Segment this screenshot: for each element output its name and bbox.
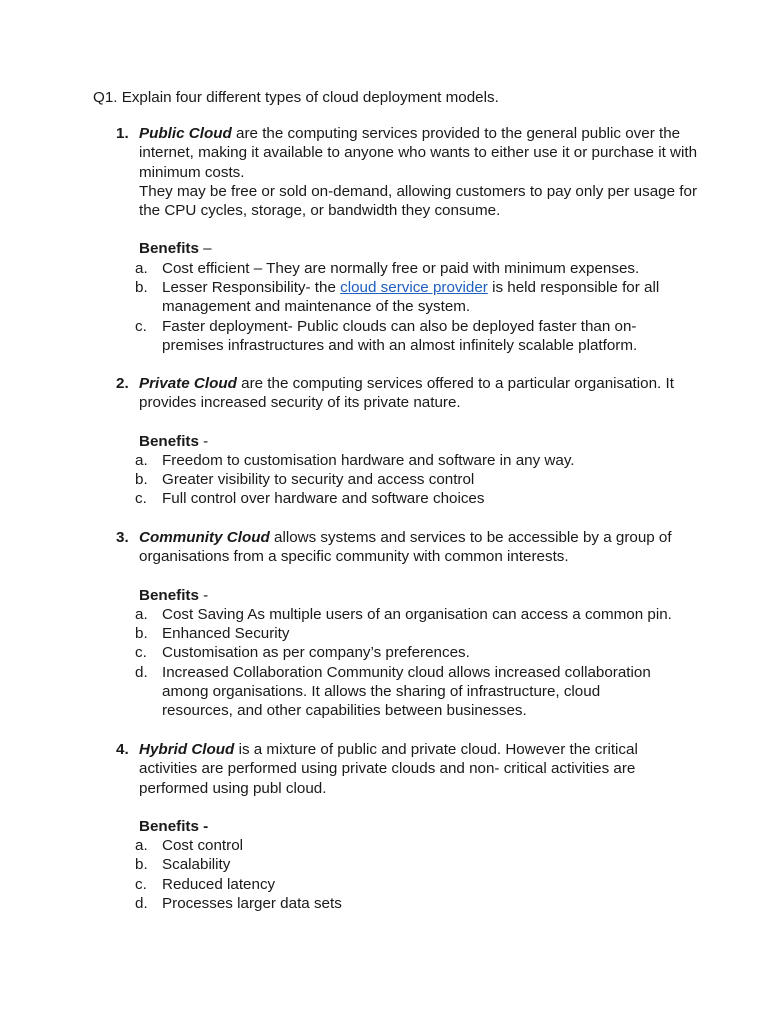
cloud-service-provider-link[interactable]: cloud service provider (340, 279, 488, 297)
benefits-heading: Benefits – (139, 240, 212, 258)
list-item: a. Freedom to customisation hardware and software in any way. (135, 451, 575, 469)
list-item: a. Cost Saving As multiple users of an organisation can access a common pin. (135, 605, 672, 623)
benefits-list (135, 836, 675, 913)
model-description-extra: They may be free or sold on-demand, allowing customers to pay only per usage for the CPU cycles, storage, or bandwidth they consume. (139, 182, 698, 220)
list-item: d. Processes larger data sets (135, 895, 342, 913)
benefits-heading: Benefits - (139, 586, 209, 604)
list-item: b. Scalability (135, 856, 231, 874)
list-item: c. Faster deployment- Public clouds can also be deployed faster than on-premises infrastructures and with an almost infinitely scalable platform. (135, 317, 638, 354)
benefits-list (135, 605, 675, 721)
model-number: 4. (116, 741, 129, 758)
benefits-heading: Benefits - (139, 432, 209, 450)
list-item: c. Full control over hardware and software choices (135, 490, 485, 508)
list-item: c. Customisation as per company’s preferences. (135, 644, 470, 662)
model-title: Hybrid Cloud (139, 741, 235, 758)
question-heading: Q1. Explain four different types of cloud deployment models. (93, 89, 499, 106)
list-item: b. Enhanced Security (135, 625, 290, 643)
list-item: c. Reduced latency (135, 875, 276, 893)
benefits-list (135, 259, 675, 355)
model-number: 1. (116, 125, 129, 142)
list-item: b. Greater visibility to security and access control (135, 471, 475, 489)
model-description: Public Cloud are the computing services provided to the general public over the internet, making it available to anyone who wants to either use it or purchase it with minimum costs. (139, 125, 698, 181)
benefits-heading: Benefits - (139, 817, 209, 835)
model-description: Private Cloud are the computing services offered to a particular organisation. It provides increased security of its private nature. (139, 375, 674, 412)
model-description: Community Cloud allows systems and services to be accessible by a group of organisations from a specific community with common interests. (139, 529, 672, 566)
model-description: Hybrid Cloud is a mixture of public and private cloud. However the critical activities are performed using private clouds and non- critical activities are performed using publ cloud. (139, 741, 638, 797)
list-item: b. Lesser Responsibility- the cloud service provider is held responsible for all management and maintenance of the system. (135, 279, 660, 316)
list-item: d. Increased Collaboration Community cloud allows increased collaboration among organisations. It allows the sharing of infrastructure, cloud resources, and other capabilities between businesses. (135, 663, 651, 720)
model-number: 3. (116, 529, 129, 546)
list-item: a. Cost control (135, 837, 244, 855)
model-title: Private Cloud (139, 375, 237, 392)
model-title: Community Cloud (139, 529, 270, 546)
list-item: a. Cost efficient – They are normally free or paid with minimum expenses. (135, 259, 640, 277)
model-number: 2. (116, 375, 129, 392)
model-title: Public Cloud (139, 125, 232, 142)
benefits-list (135, 451, 675, 509)
